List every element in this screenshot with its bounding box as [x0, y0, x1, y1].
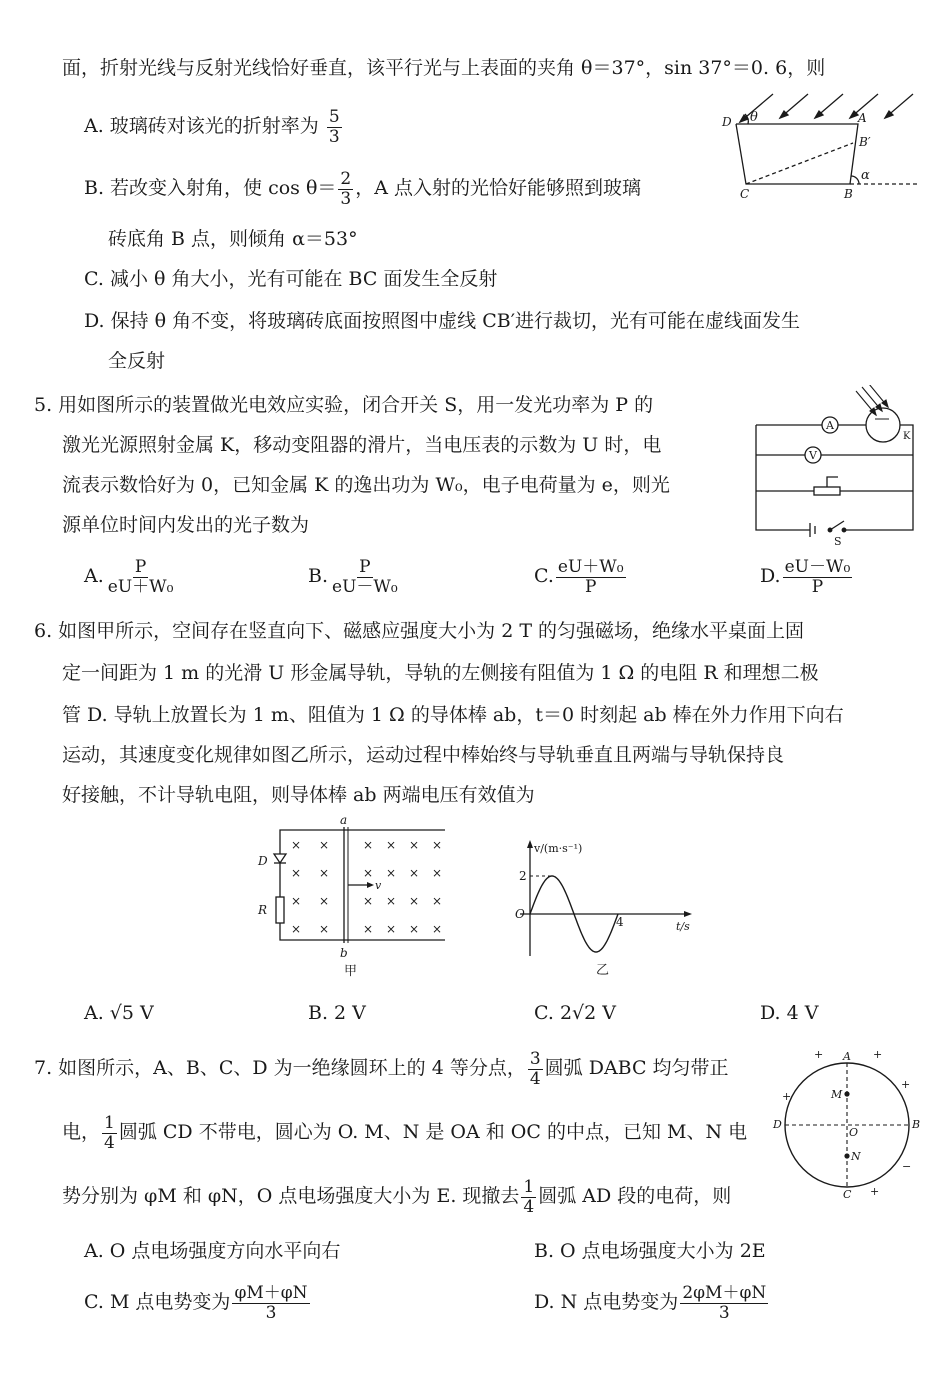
- q5-stem-line: 源单位时间内发出的光子数为: [62, 514, 310, 536]
- option-label: C.: [534, 565, 554, 588]
- label-b: b: [340, 946, 348, 960]
- q7-text: 圆弧 DABC 均匀带正: [544, 1057, 729, 1080]
- field-cross: ×: [432, 922, 443, 936]
- label-d: D: [258, 854, 268, 868]
- denominator: eU＋W₀: [107, 576, 174, 597]
- label-b-prime: B′: [859, 135, 871, 149]
- label-c: C: [740, 187, 750, 201]
- field-cross: ×: [386, 922, 397, 936]
- q5-option-c: [534, 558, 628, 596]
- q5-stem-line: 流表示数恰好为 0，已知金属 K 的逸出功为 W₀，电子电荷量为 e，则光: [62, 474, 670, 496]
- field-cross: ×: [409, 922, 420, 936]
- label-voltmeter: V: [809, 449, 817, 462]
- field-cross: ×: [432, 866, 443, 880]
- alpha-arc: [851, 176, 859, 184]
- q5-option-d: [760, 558, 854, 596]
- fraction: [330, 558, 400, 596]
- label-ammeter: A: [826, 419, 834, 432]
- q7-text: 电，: [62, 1121, 101, 1144]
- point-m: [844, 1091, 849, 1096]
- denominator: eU－W₀: [332, 576, 398, 597]
- q4-option-b: [84, 170, 641, 208]
- q6-figure-rail: [250, 815, 450, 980]
- phototube: [866, 408, 900, 442]
- svg-text:+: +: [814, 1048, 824, 1061]
- q4-option-a: [84, 108, 344, 146]
- denominator: 3: [718, 1302, 730, 1323]
- q7-text: 圆弧 CD 不带电，圆心为 O. M、N 是 OA 和 OC 的中点，已知 M、N 电: [118, 1121, 748, 1144]
- numerator: P: [359, 557, 371, 577]
- fraction: [528, 1050, 543, 1088]
- numerator: 1: [523, 1177, 535, 1197]
- q4-figure-glass-brick: [718, 88, 923, 203]
- svg-text:+: +: [782, 1090, 792, 1103]
- fraction: [106, 558, 176, 596]
- q4-option-a-text: A. 玻璃砖对该光的折射率为: [84, 115, 319, 138]
- label-o: O: [849, 1126, 859, 1139]
- denominator: 3: [265, 1302, 277, 1323]
- field-cross: ×: [386, 866, 397, 880]
- numerator: 2φM＋φN: [682, 1283, 767, 1303]
- y-tick-label: 2: [519, 869, 527, 883]
- q6-option-a: A. √5 V: [84, 1002, 154, 1024]
- incident-rays: [740, 94, 913, 122]
- q6-stem-line: 定一间距为 1 m 的光滑 U 形金属导轨，导轨的左侧接有阻值为 1 Ω 的电阻 R 和理想二极: [62, 662, 819, 684]
- label-v: v: [375, 879, 382, 892]
- label-theta: θ: [750, 110, 758, 125]
- field-cross: ×: [409, 894, 420, 908]
- option-label: A.: [84, 565, 104, 588]
- field-cross: ×: [363, 922, 374, 936]
- field-cross: ×: [319, 894, 330, 908]
- q4-option-d-line2: 全反射: [108, 350, 166, 372]
- denominator: P: [811, 576, 824, 597]
- denominator: 3: [328, 126, 340, 147]
- q6-stem-line: 管 D. 导轨上放置长为 1 m、阻值为 1 Ω 的导体棒 ab，t＝0 时刻起 ab 棒在外力作用下向右: [62, 704, 844, 726]
- denominator: P: [585, 576, 597, 597]
- field-cross: ×: [291, 922, 302, 936]
- q4-stem-line: 面，折射光线与反射光线恰好垂直，该平行光与上表面的夹角 θ＝37°，sin 37°＝0. 6，则: [62, 57, 826, 79]
- q6-stem-line: 好接触，不计导轨电阻，则导体棒 ab 两端电压有效值为: [62, 784, 535, 806]
- svg-text:+: +: [901, 1078, 911, 1091]
- field-cross: ×: [386, 894, 397, 908]
- q7-stem-line: [62, 1178, 731, 1216]
- fraction: [232, 1284, 309, 1322]
- q6-option-d: D. 4 V: [760, 1002, 819, 1024]
- fraction: [327, 108, 342, 146]
- numerator: 2: [340, 169, 352, 189]
- field-cross: ×: [291, 894, 302, 908]
- label-b: B: [844, 187, 853, 201]
- q7-option-a: A. O 点电场强度方向水平向右: [84, 1240, 341, 1262]
- field-cross: ×: [363, 838, 374, 852]
- q4-option-c: C. 减小 θ 角大小，光有可能在 BC 面发生全反射: [84, 268, 498, 290]
- label-alpha: α: [861, 168, 870, 183]
- fraction: [680, 1284, 768, 1322]
- field-cross: ×: [386, 838, 397, 852]
- q6-stem-line: 6. 如图甲所示，空间存在竖直向下、磁感应强度大小为 2 T 的匀强磁场，绝缘水平桌面上固: [34, 620, 805, 642]
- left-wire: [756, 425, 810, 530]
- field-cross: ×: [319, 866, 330, 880]
- cut-line-cb: [746, 143, 853, 184]
- numerator: φM＋φN: [234, 1283, 308, 1303]
- field-cross: ×: [432, 894, 443, 908]
- field-cross: ×: [432, 838, 443, 852]
- svg-text:+: +: [873, 1048, 883, 1061]
- caption-yi: 乙: [596, 963, 610, 978]
- denominator: 4: [104, 1132, 115, 1153]
- field-cross: ×: [363, 894, 374, 908]
- denominator: 4: [523, 1196, 535, 1217]
- x-tick-label: 4: [616, 915, 624, 929]
- q4-option-b-line2: 砖底角 B 点，则倾角 α＝53°: [108, 228, 358, 250]
- q4-option-d: D. 保持 θ 角不变，将玻璃砖底面按照图中虚线 CB′进行裁切，光有可能在虚线面发生: [84, 310, 801, 332]
- q6-option-b: B. 2 V: [308, 1002, 366, 1024]
- y-axis-label: v/(m·s⁻¹): [534, 842, 583, 855]
- label-d: D: [773, 1118, 782, 1131]
- resistor-r: [276, 897, 284, 923]
- label-c: C: [843, 1188, 852, 1198]
- q7-text: 圆弧 AD 段的电荷，则: [538, 1185, 732, 1208]
- label-a: A: [843, 1050, 851, 1063]
- numerator: eU＋W₀: [557, 557, 624, 577]
- q7-option-c-text: C. M 点电势变为: [84, 1291, 231, 1314]
- option-label: D.: [760, 565, 781, 588]
- q6-figure-vt-chart: [510, 838, 710, 980]
- rheostat: [814, 487, 840, 495]
- fraction: [102, 1114, 117, 1152]
- diode-d: [274, 854, 286, 863]
- label-d: D: [722, 115, 732, 129]
- label-s: S: [834, 535, 842, 548]
- q7-figure-ring: [770, 1048, 920, 1198]
- label-a: a: [340, 815, 348, 827]
- field-cross: ×: [319, 922, 330, 936]
- q6-stem-line: 运动，其速度变化规律如图乙所示，运动过程中棒始终与导轨垂直且两端与导轨保持良: [62, 744, 785, 766]
- q7-text: 7. 如图所示，A、B、C、D 为一绝缘圆环上的 4 等分点，: [34, 1057, 526, 1080]
- svg-text:+: +: [870, 1185, 880, 1198]
- numerator: eU－W₀: [784, 557, 851, 577]
- brick-outline: [736, 124, 858, 184]
- q4-option-b-text: B. 若改变入射角，使 cos θ＝: [84, 177, 337, 200]
- q7-text: 势分别为 φM 和 φN，O 点电场强度大小为 E. 现撤去: [62, 1185, 520, 1208]
- field-cross: ×: [291, 866, 302, 880]
- field-cross: ×: [291, 838, 302, 852]
- point-n: [844, 1153, 849, 1158]
- q7-option-b: B. O 点电场强度大小为 2E: [534, 1240, 766, 1262]
- q5-figure-circuit: [748, 385, 923, 550]
- denominator: 3: [340, 188, 352, 209]
- label-n: N: [851, 1150, 861, 1163]
- q5-stem-line: 5. 用如图所示的装置做光电效应实验，闭合开关 S，用一发光功率为 P 的: [34, 394, 654, 416]
- label-r: R: [258, 903, 268, 917]
- slider: [827, 477, 838, 487]
- q7-option-d: [534, 1284, 770, 1322]
- caption-jia: 甲: [344, 964, 358, 979]
- q6-option-c: C. 2√2 V: [534, 1002, 616, 1024]
- fraction: [521, 1178, 536, 1216]
- numerator: 1: [104, 1113, 115, 1133]
- field-cross: ×: [409, 866, 420, 880]
- svg-text:−: −: [902, 1160, 912, 1173]
- q5-option-b: [308, 558, 402, 596]
- numerator: 3: [529, 1049, 541, 1069]
- label-a: A: [858, 111, 867, 125]
- fraction: [338, 170, 353, 208]
- option-label: B.: [308, 565, 329, 588]
- q5-stem-line: 激光光源照射金属 K，移动变阻器的滑片，当电压表的示数为 U 时，电: [62, 434, 662, 456]
- field-cross: ×: [363, 866, 374, 880]
- x-axis-label: t/s: [676, 920, 690, 933]
- field-cross: ×: [319, 838, 330, 852]
- q7-stem-line: [62, 1114, 747, 1152]
- q7-option-c: [84, 1284, 312, 1322]
- denominator: 4: [529, 1068, 541, 1089]
- fraction: [556, 558, 626, 596]
- numerator: P: [134, 557, 147, 577]
- field-cross: ×: [409, 838, 420, 852]
- label-k: K: [903, 431, 911, 442]
- q7-option-d-text: D. N 点电势变为: [534, 1291, 679, 1314]
- label-b: B: [912, 1118, 920, 1131]
- origin-label: O: [515, 907, 525, 921]
- fraction: [783, 558, 853, 596]
- q4-option-b-text-2: ，A 点入射的光恰好能够照到玻璃: [355, 177, 641, 200]
- q5-option-a: [84, 558, 177, 596]
- switch-blade: [830, 521, 844, 530]
- q7-stem-line: [34, 1050, 729, 1088]
- numerator: 5: [328, 107, 340, 127]
- label-m: M: [831, 1088, 843, 1101]
